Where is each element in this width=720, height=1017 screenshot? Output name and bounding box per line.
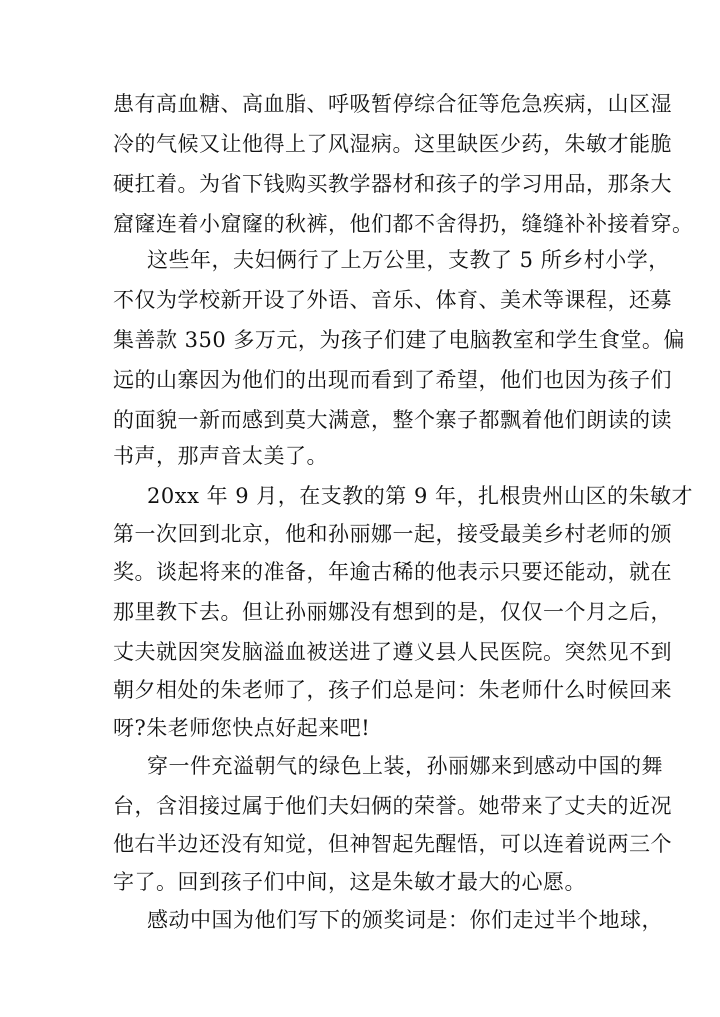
text-line: 这些年，夫妇俩行了上万公里，支教了 5 所乡村小学，	[147, 248, 670, 272]
text-line: 远的山寨因为他们的出现而看到了希望，他们也因为孩子们	[113, 368, 672, 392]
text-line: 患有高血糖、高血脂、呼吸暂停综合征等危急疾病，山区湿	[113, 92, 672, 116]
text-line: 感动中国为他们写下的颁奖词是：你们走过半个地球，	[147, 908, 663, 932]
text-line: 朝夕相处的朱老师了，孩子们总是问：朱老师什么时候回来	[113, 678, 672, 702]
text-line: 穿一件充溢朝气的绿色上装，孙丽娜来到感动中国的舞	[147, 754, 663, 778]
text-line: 台，含泪接过属于他们夫妇俩的荣誉。她带来了丈夫的近况	[113, 794, 672, 818]
text-line: 不仅为学校新开设了外语、音乐、体育、美术等课程，还募	[113, 288, 672, 312]
text-line: 第一次回到北京，他和孙丽娜一起，接受最美乡村老师的颁	[113, 522, 672, 546]
text-line: 奖。谈起将来的准备，年逾古稀的他表示只要还能动，就在	[113, 560, 672, 584]
text-line: 集善款 350 多万元，为孩子们建了电脑教室和学生食堂。偏	[113, 328, 685, 352]
text-line: 字了。回到孩子们中间，这是朱敏才最大的心愿。	[113, 870, 586, 894]
text-line: 硬扛着。为省下钱购买教学器材和孩子的学习用品，那条大	[113, 172, 672, 196]
text-line: 窟窿连着小窟窿的秋裤，他们都不舍得扔，缝缝补补接着穿。	[113, 212, 694, 236]
text-line: 20xx 年 9 月，在支教的第 9 年，扎根贵州山区的朱敏才	[147, 484, 694, 508]
text-line: 的面貌一新而感到莫大满意，整个寨子都飘着他们朗读的读	[113, 408, 672, 432]
text-line: 呀?朱老师您快点好起来吧!	[113, 716, 371, 740]
text-line: 冷的气候又让他得上了风湿病。这里缺医少药，朱敏才能脆	[113, 132, 672, 156]
text-line: 他右半边还没有知觉，但神智起先醒悟，可以连着说两三个	[113, 832, 672, 856]
text-line: 那里教下去。但让孙丽娜没有想到的是，仅仅一个月之后，	[113, 600, 672, 624]
text-line: 丈夫就因突发脑溢血被送进了遵义县人民医院。突然见不到	[113, 640, 672, 664]
text-line: 书声，那声音太美了。	[113, 444, 328, 468]
